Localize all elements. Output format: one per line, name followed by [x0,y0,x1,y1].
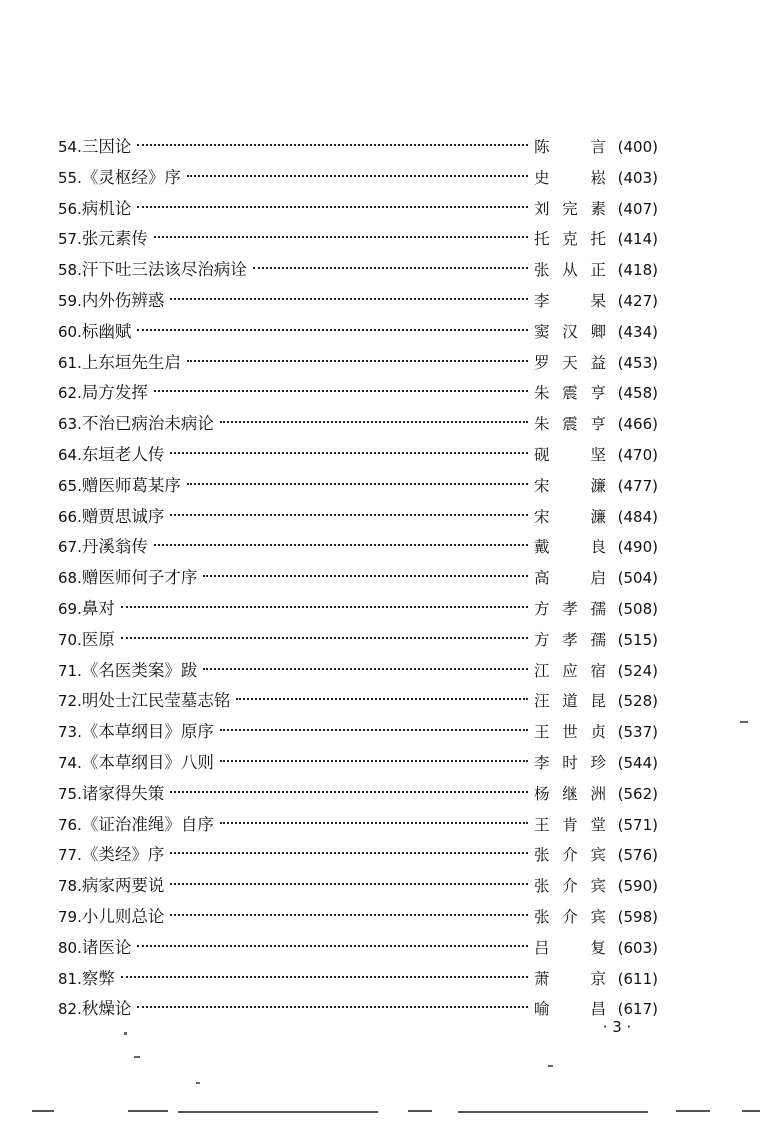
toc-entry-number: 74. [58,753,82,772]
scan-artifact-line [128,1110,168,1112]
toc-entry [58,594,658,625]
toc-leader-dots [220,421,528,423]
toc-entry-title: 内外伤辨惑 [81,290,165,310]
toc-entry [58,502,658,533]
toc-entry-page: (571) [617,815,658,834]
toc-entry-title: 局方发挥 [81,383,148,403]
toc-entry-number: 59. [58,291,82,310]
toc-entry [58,348,658,379]
toc-entry [58,224,658,255]
toc-entry [58,686,658,717]
toc-entry-page: (617) [617,1000,658,1019]
toc-entry-page: (490) [617,538,658,557]
toc-entry [58,317,658,348]
toc-entry-number: 68. [58,569,82,588]
toc-entry-number: 62. [58,384,82,403]
toc-entry-title: 诸医论 [81,937,132,957]
toc-entry-author: 汪道昆 [534,692,606,711]
toc-entry-author: 朱震亨 [534,384,606,403]
toc-leader-dots [121,976,528,978]
toc-entry [58,132,658,163]
toc-entry-number: 55. [58,168,82,187]
scan-artifact-line [458,1111,648,1113]
toc-entry-number: 67. [58,538,82,557]
toc-leader-dots [170,452,528,454]
toc-entry-author: 王肯堂 [534,815,606,834]
toc-entry-author: 吕 复 [534,938,606,957]
toc-entry-number: 61. [58,353,82,372]
toc-leader-dots [137,329,528,331]
toc-entry [58,994,658,1025]
toc-entry-title: 明处士江民莹墓志铭 [81,691,231,711]
scan-artifact-line [32,1110,54,1112]
toc-entry-number: 60. [58,322,82,341]
scan-artifact-line [178,1111,378,1113]
scan-artifact-speck [134,1056,140,1058]
table-of-contents [58,132,658,1025]
toc-entry-page: (611) [617,969,658,988]
toc-leader-dots [170,914,528,916]
toc-entry [58,902,658,933]
toc-entry [58,440,658,471]
scan-artifact-line [676,1110,710,1112]
toc-entry [58,964,658,995]
toc-entry-page: (576) [617,846,658,865]
toc-leader-dots [121,606,528,608]
toc-entry-number: 79. [58,907,82,926]
toc-entry [58,840,658,871]
toc-entry [58,779,658,810]
toc-entry-title: 赠医师何子才序 [81,568,198,588]
toc-entry-page: (427) [617,291,658,310]
toc-entry [58,625,658,656]
toc-entry-page: (484) [617,507,658,526]
toc-entry-title: 《本草纲目》原序 [81,722,214,742]
toc-entry-author: 江应宿 [534,661,606,680]
toc-leader-dots [137,945,528,947]
toc-entry-title: 秋燥论 [81,999,132,1019]
toc-entry-page: (434) [617,322,658,341]
toc-entry-title: 《本草纲目》八则 [81,752,214,772]
toc-entry-page: (477) [617,476,658,495]
toc-entry-author: 窦汉卿 [534,322,606,341]
toc-entry-page: (562) [617,784,658,803]
toc-entry-title: 察弊 [81,968,115,988]
toc-entry-page: (598) [617,907,658,926]
toc-leader-dots [137,144,528,146]
toc-leader-dots [154,390,528,392]
toc-leader-dots [203,668,528,670]
toc-entry-number: 66. [58,507,82,526]
scan-artifact-line [408,1110,432,1112]
scan-artifact-speck [548,1065,553,1067]
toc-entry-author: 宋 濂 [534,507,606,526]
toc-entry-author: 李 杲 [534,291,606,310]
toc-entry-number: 65. [58,476,82,495]
toc-entry-author: 方孝孺 [534,599,606,618]
toc-entry-author: 高 启 [534,569,606,588]
toc-leader-dots [187,175,528,177]
toc-entry [58,378,658,409]
toc-entry-author: 李时珍 [534,753,606,772]
toc-entry [58,409,658,440]
toc-entry-number: 78. [58,877,82,896]
toc-entry-author: 陈 言 [534,138,606,156]
toc-entry-author: 喻 昌 [534,1000,606,1019]
toc-entry-page: (524) [617,661,658,680]
toc-entry-title: 病家两要说 [81,876,165,896]
toc-leader-dots [137,1006,528,1008]
toc-entry-title: 《灵枢经》序 [81,167,181,187]
toc-entry [58,871,658,902]
toc-entry-author: 张介宾 [534,907,606,926]
toc-leader-dots [220,729,528,731]
toc-entry-title: 标幽赋 [81,321,132,341]
toc-entry-title: 诸家得失策 [81,783,165,803]
toc-entry-title: 医原 [81,629,115,649]
toc-entry-page: (470) [617,445,658,464]
toc-leader-dots [170,514,528,516]
toc-entry-number: 73. [58,723,82,742]
toc-entry-page: (590) [617,877,658,896]
toc-entry-page: (515) [617,630,658,649]
toc-entry-number: 64. [58,445,82,464]
toc-entry-author: 张从正 [534,261,606,280]
toc-entry-title: 赠贾思诚序 [81,506,165,526]
toc-entry-title: 不治已病治未病论 [81,414,214,434]
scan-artifact-line [742,1110,760,1112]
toc-entry-author: 张介宾 [534,846,606,865]
toc-entry [58,563,658,594]
toc-entry-number: 54. [58,138,82,156]
toc-entry-number: 82. [58,1000,82,1019]
toc-entry-author: 杨继洲 [534,784,606,803]
toc-entry-page: (407) [617,199,658,218]
toc-entry-page: (466) [617,415,658,434]
toc-entry-number: 69. [58,599,82,618]
toc-leader-dots [154,236,528,238]
toc-entry-author: 宋 濂 [534,476,606,495]
toc-entry-author: 张介宾 [534,877,606,896]
toc-entry-page: (504) [617,569,658,588]
toc-entry [58,194,658,225]
toc-leader-dots [170,883,528,885]
scan-artifact-speck [124,1032,127,1035]
toc-entry [58,471,658,502]
toc-entry-title: 上东垣先生启 [81,352,181,372]
toc-entry-number: 77. [58,846,82,865]
toc-entry [58,532,658,563]
toc-leader-dots [220,760,528,762]
toc-entry-page: (603) [617,938,658,957]
toc-entry-title: 汗下吐三法该尽治病诠 [81,260,247,280]
scan-artifact-speck [740,721,748,723]
toc-leader-dots [170,852,528,854]
toc-entry [58,810,658,841]
toc-leader-dots [187,483,528,485]
page-number: · 3 · [602,1018,632,1036]
toc-entry-title: 小儿则总论 [81,906,165,926]
toc-leader-dots [203,575,528,577]
toc-entry-page: (418) [617,261,658,280]
toc-entry-author: 史 崧 [534,168,606,187]
toc-leader-dots [170,298,528,300]
toc-leader-dots [170,791,528,793]
toc-entry [58,163,658,194]
toc-entry [58,933,658,964]
toc-entry-page: (528) [617,692,658,711]
toc-entry-page: (458) [617,384,658,403]
toc-leader-dots [220,822,528,824]
toc-entry-author: 王世贞 [534,723,606,742]
toc-entry-title: 《类经》序 [81,845,165,865]
toc-entry-title: 鼻对 [81,598,115,618]
toc-entry-author: 砚 坚 [534,445,606,464]
toc-entry-number: 81. [58,969,82,988]
toc-entry-title: 病机论 [81,198,132,218]
toc-entry-number: 56. [58,199,82,218]
toc-entry-number: 71. [58,661,82,680]
toc-entry [58,255,658,286]
toc-entry-author: 托克托 [534,230,606,249]
toc-entry-author: 萧 京 [534,969,606,988]
toc-entry-title: 《名医类案》跋 [81,660,198,680]
toc-entry-title: 东垣老人传 [81,444,165,464]
toc-leader-dots [253,267,528,269]
toc-entry-title: 丹溪翁传 [81,537,148,557]
toc-entry-number: 63. [58,415,82,434]
toc-entry-page: (403) [617,168,658,187]
toc-entry-author: 罗天益 [534,353,606,372]
toc-entry-number: 58. [58,261,82,280]
toc-entry-author: 朱震亨 [534,415,606,434]
toc-entry-number: 75. [58,784,82,803]
toc-entry-title: 赠医师葛某序 [81,475,181,495]
toc-entry-page: (544) [617,753,658,772]
toc-leader-dots [236,698,528,700]
toc-entry-page: (400) [617,138,658,156]
toc-entry-number: 80. [58,938,82,957]
toc-leader-dots [187,360,528,362]
toc-entry [58,286,658,317]
toc-entry [58,717,658,748]
toc-entry-title: 三因论 [81,137,132,156]
toc-entry-author: 刘完素 [534,199,606,218]
toc-entry-page: (414) [617,230,658,249]
toc-entry-author: 方孝孺 [534,630,606,649]
toc-entry-page: (453) [617,353,658,372]
toc-entry [58,748,658,779]
toc-entry-author: 戴 良 [534,538,606,557]
toc-entry-number: 72. [58,692,82,711]
toc-leader-dots [154,544,528,546]
toc-entry-title: 《证治准绳》自序 [81,814,214,834]
toc-entry-page: (508) [617,599,658,618]
toc-entry-number: 70. [58,630,82,649]
toc-entry-number: 57. [58,230,82,249]
toc-leader-dots [137,206,528,208]
toc-entry [58,656,658,687]
toc-entry-title: 张元素传 [81,229,148,249]
toc-entry-number: 76. [58,815,82,834]
toc-entry-page: (537) [617,723,658,742]
toc-leader-dots [121,637,528,639]
scan-artifact-speck [196,1082,200,1084]
